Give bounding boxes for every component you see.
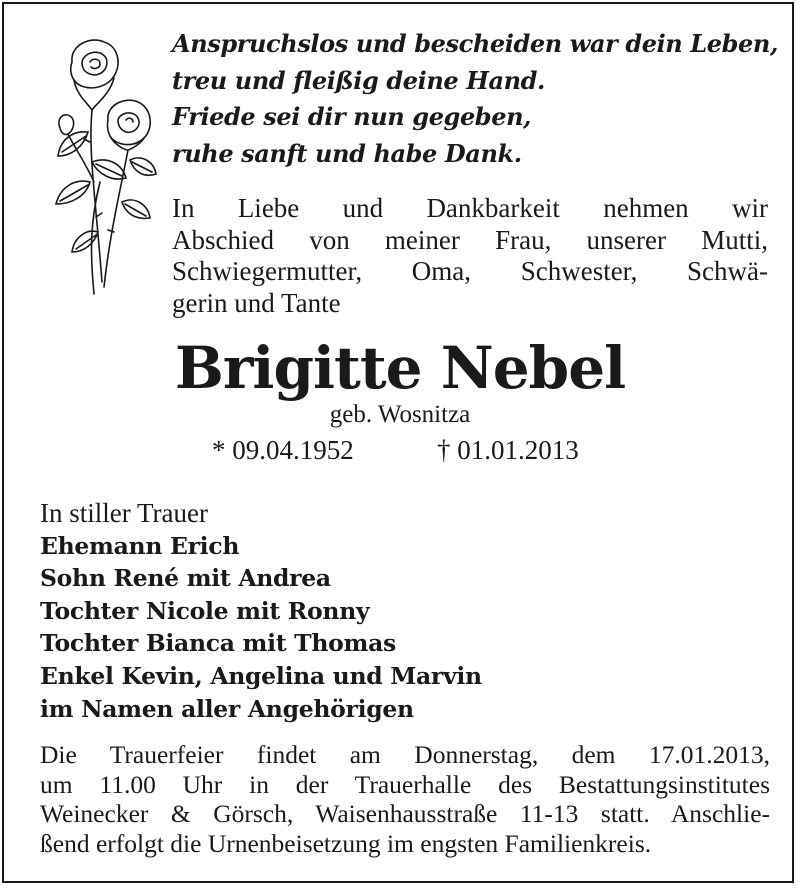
ceremony-line: ßend erfolgt die Urnenbeisetzung im engsten Familienkreis. <box>40 828 652 858</box>
mourner-name: Sohn René mit Andrea <box>40 564 331 593</box>
poem-line: Anspruchslos und bescheiden war dein Leben, <box>172 29 778 58</box>
death-date: † 01.01.2013 <box>437 435 579 465</box>
mourner-name: Tochter Nicole mit Ronny <box>40 596 370 625</box>
intro-line: Schwiegermutter, Oma, Schwester, Schwä- <box>172 256 768 286</box>
intro-line: In Liebe und Dankbarkeit nehmen wir <box>172 193 768 223</box>
birth-name: geb. Wosnitza <box>329 401 471 428</box>
ceremony-line: Die Trauerfeier findet am Donnerstag, dem 17.01.2013, <box>40 740 770 769</box>
ceremony-line: Weinecker & Görsch, Waisenhausstraße 11-13 statt. Anschlie- <box>40 799 770 828</box>
mourner-name: Tochter Bianca mit Thomas <box>40 629 396 658</box>
intro-line: Abschied von meiner Frau, unserer Mutti, <box>172 224 768 255</box>
farewell-intro <box>172 193 768 319</box>
poem-line: Friede sei dir nun gegeben, <box>172 102 532 131</box>
mourners-list <box>40 497 760 725</box>
mourner-name: im Namen aller Angehörigen <box>40 694 414 723</box>
memorial-poem <box>172 26 778 172</box>
mourner-name: Ehemann Erich <box>40 531 240 560</box>
ceremony-line: um 11.00 Uhr in der Trauerhalle des Bestattungsinstitutes <box>40 769 770 799</box>
ceremony-info <box>40 740 770 858</box>
rose-illustration-icon <box>30 32 160 302</box>
birth-date: * 09.04.1952 <box>212 435 354 465</box>
poem-line: ruhe sanft und habe Dank. <box>172 138 522 168</box>
deceased-name: Brigitte Nebel <box>174 334 626 402</box>
mourner-name: Enkel Kevin, Angelina und Marvin <box>40 661 482 690</box>
intro-line: gerin und Tante <box>172 287 341 318</box>
poem-line: treu und fleißig deine Hand. <box>172 65 546 95</box>
mourning-intro: In stiller Trauer <box>40 498 208 528</box>
